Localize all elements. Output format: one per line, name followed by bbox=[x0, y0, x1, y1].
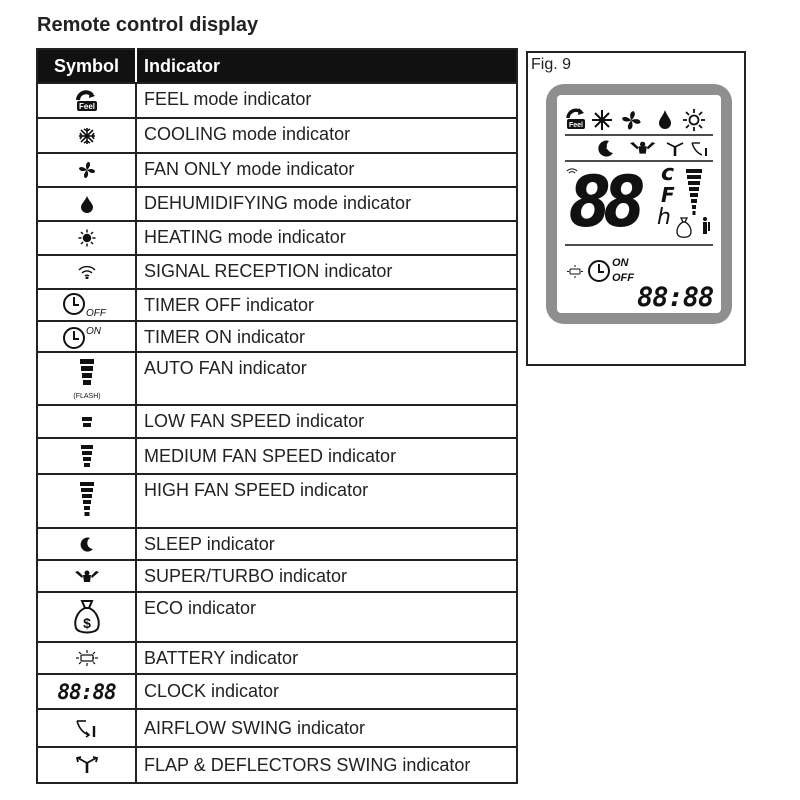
timer-off-icon bbox=[62, 291, 112, 319]
table-row bbox=[37, 642, 517, 674]
timer-on-icon bbox=[62, 324, 112, 350]
lcd-feel-text: Feel bbox=[568, 122, 584, 129]
indicator-label: HEATING mode indicator bbox=[136, 221, 517, 255]
table-header-row bbox=[37, 49, 517, 83]
airflow-swing-icon bbox=[692, 143, 706, 156]
turbo-icon bbox=[74, 569, 100, 583]
table-row bbox=[37, 118, 517, 153]
fahrenheit-unit: F bbox=[661, 183, 675, 207]
indicator-label: HIGH FAN SPEED indicator bbox=[136, 474, 517, 528]
water-drop-icon bbox=[659, 110, 671, 129]
table-row bbox=[37, 289, 517, 321]
fan-icon bbox=[622, 111, 640, 129]
low-fan-icon bbox=[80, 416, 94, 428]
table-row bbox=[37, 747, 517, 783]
airflow-swing-icon bbox=[75, 718, 99, 738]
table-row bbox=[37, 474, 517, 528]
battery-icon bbox=[74, 649, 100, 667]
fan-speed-indicator bbox=[686, 169, 702, 215]
indicator-label: AIRFLOW SWING indicator bbox=[136, 709, 517, 747]
timer-icon bbox=[589, 261, 609, 281]
indicator-label: TIMER OFF indicator bbox=[136, 289, 517, 321]
eco-icon bbox=[72, 598, 102, 636]
timer-off-text: OFF bbox=[612, 272, 634, 284]
table-row bbox=[37, 153, 517, 187]
person-icon bbox=[703, 217, 710, 234]
indicator-label: FEEL mode indicator bbox=[136, 83, 517, 118]
indicator-label: BATTERY indicator bbox=[136, 642, 517, 674]
indicator-label: COOLING mode indicator bbox=[136, 118, 517, 153]
indicator-label: TIMER ON indicator bbox=[136, 321, 517, 352]
indicator-label: AUTO FAN indicator bbox=[136, 352, 517, 405]
temperature-digits: 88 bbox=[569, 161, 639, 243]
sun-icon bbox=[78, 229, 96, 247]
medium-fan-icon bbox=[80, 444, 94, 468]
clock-digits: 88:88 bbox=[637, 282, 714, 313]
figure-9 bbox=[526, 51, 746, 366]
table-row bbox=[37, 321, 517, 352]
timer-off-text: OFF bbox=[85, 308, 106, 319]
flap-swing-icon bbox=[74, 755, 100, 775]
high-fan-icon bbox=[79, 481, 95, 521]
indicator-label: SUPER/TURBO indicator bbox=[136, 560, 517, 592]
feel-icon bbox=[74, 90, 100, 112]
indicator-label: FAN ONLY mode indicator bbox=[136, 153, 517, 187]
flap-swing-icon bbox=[667, 143, 683, 156]
symbol-column-header: Symbol bbox=[37, 49, 136, 83]
turbo-icon bbox=[630, 142, 655, 154]
hour-unit: h bbox=[657, 205, 671, 230]
table-row bbox=[37, 709, 517, 747]
table-row bbox=[37, 405, 517, 438]
sleep-icon bbox=[79, 536, 95, 552]
table-row bbox=[37, 221, 517, 255]
indicator-label: CLOCK indicator bbox=[136, 674, 517, 709]
eco-icon bbox=[677, 218, 691, 237]
feel-icon bbox=[567, 108, 585, 129]
fan-icon bbox=[78, 161, 96, 179]
indicator-label: SIGNAL RECEPTION indicator bbox=[136, 255, 517, 289]
timer-on-text: ON bbox=[612, 257, 629, 269]
indicator-label: FLAP & DEFLECTORS SWING indicator bbox=[136, 747, 517, 783]
indicator-table bbox=[36, 48, 518, 784]
page-title: Remote control display bbox=[37, 14, 259, 36]
table-row bbox=[37, 187, 517, 221]
table-row bbox=[37, 352, 517, 405]
timer-on-text: ON bbox=[85, 325, 101, 337]
indicator-label: LOW FAN SPEED indicator bbox=[136, 405, 517, 438]
water-drop-icon bbox=[80, 195, 94, 213]
celsius-unit: c bbox=[661, 161, 675, 186]
feel-icon-text: Feel bbox=[78, 101, 95, 111]
sun-icon bbox=[683, 109, 705, 131]
table-row bbox=[37, 560, 517, 592]
battery-icon bbox=[567, 265, 583, 278]
snowflake-icon bbox=[78, 127, 96, 145]
indicator-label: DEHUMIDIFYING mode indicator bbox=[136, 187, 517, 221]
table-row bbox=[37, 83, 517, 118]
table-row bbox=[37, 528, 517, 560]
figure-label: Fig. 9 bbox=[531, 56, 572, 73]
flash-text: (FLASH) bbox=[72, 392, 101, 400]
indicator-column-header: Indicator bbox=[136, 49, 517, 83]
lcd-screen bbox=[557, 95, 721, 313]
table-row bbox=[37, 438, 517, 474]
sleep-icon bbox=[598, 141, 613, 157]
table-row bbox=[37, 255, 517, 289]
svg-text:$: $ bbox=[82, 615, 91, 631]
auto-fan-icon bbox=[67, 357, 107, 401]
remote-display bbox=[546, 84, 732, 324]
table-row bbox=[37, 592, 517, 642]
signal-icon bbox=[78, 265, 96, 279]
table-row bbox=[37, 674, 517, 709]
snowflake-icon bbox=[592, 110, 612, 130]
clock-icon: 88:88 bbox=[57, 679, 116, 704]
indicator-label: MEDIUM FAN SPEED indicator bbox=[136, 438, 517, 474]
indicator-label: ECO indicator bbox=[136, 592, 517, 642]
indicator-label: SLEEP indicator bbox=[136, 528, 517, 560]
